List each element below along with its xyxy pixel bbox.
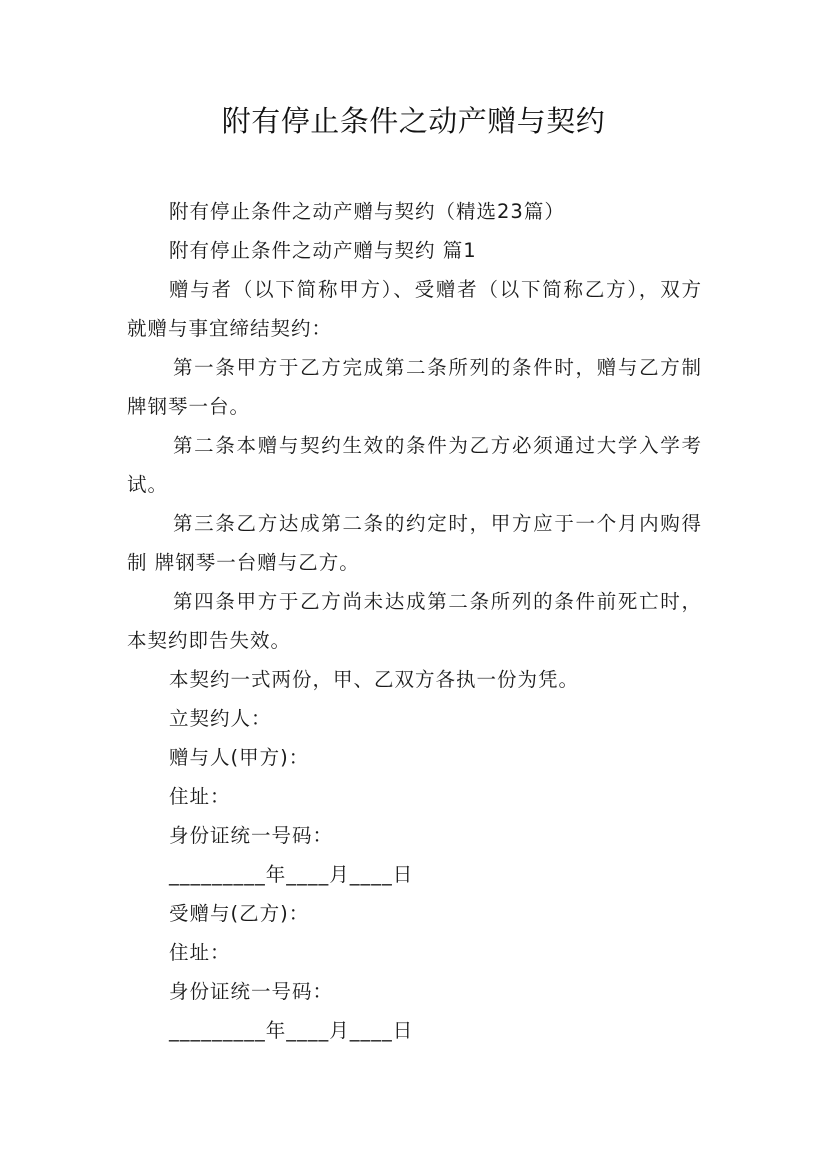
document-subtitle: 附有停止条件之动产赠与契约（精选23篇） bbox=[169, 200, 565, 223]
donor-address: 住址： bbox=[169, 785, 231, 808]
section-heading: 附有停止条件之动产赠与契约 篇1 bbox=[169, 239, 477, 262]
donor-id-number: 身份证统一号码： bbox=[169, 824, 334, 847]
copies-note: 本契约一式两份，甲、乙双方各执一份为凭。 bbox=[169, 668, 580, 691]
intro-paragraph: 赠与者（以下简称甲方）、受赠者（以下简称乙方），双方就赠与事宜缔结契约： bbox=[127, 278, 702, 340]
article-3: 第三条乙方达成第二条的约定时，甲方应于一个月内购得 制 牌钢琴一台赠与乙方。 bbox=[127, 512, 702, 574]
document-title: 附有停止条件之动产赠与契约 bbox=[221, 104, 606, 138]
donor-date: _________年____月____日 bbox=[169, 863, 414, 886]
donee-date: _________年____月____日 bbox=[169, 1019, 414, 1042]
article-1: 第一条甲方于乙方完成第二条所列的条件时，赠与乙方制 牌钢琴一台。 bbox=[127, 356, 702, 418]
article-4: 第四条甲方于乙方尚未达成第二条所列的条件前死亡时，本契约即告失效。 bbox=[127, 590, 702, 652]
document-body bbox=[127, 192, 702, 1050]
signatories-label: 立契约人： bbox=[169, 707, 272, 730]
donee-label: 受赠与(乙方)： bbox=[169, 902, 310, 925]
article-2: 第二条本赠与契约生效的条件为乙方必须通过大学入学考试。 bbox=[127, 434, 702, 496]
donee-id-number: 身份证统一号码： bbox=[169, 980, 334, 1003]
donor-label: 赠与人(甲方)： bbox=[169, 746, 310, 769]
donee-address: 住址： bbox=[169, 941, 231, 964]
